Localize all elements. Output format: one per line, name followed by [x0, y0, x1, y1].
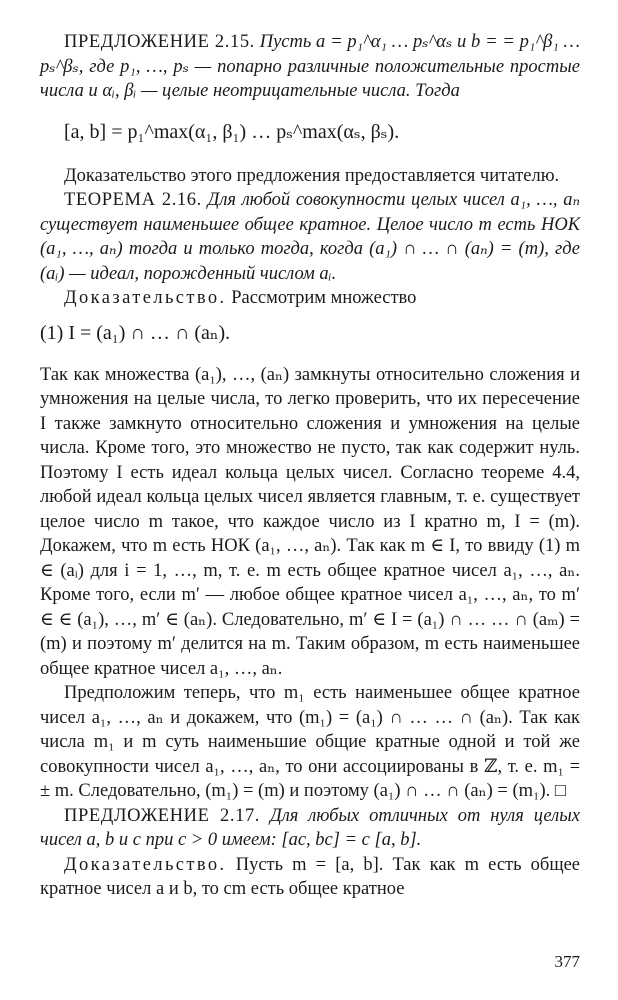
proof-label: Доказательство.: [64, 288, 227, 308]
proposition-statement: Для любых отличных от нуля целых чисел a, b и c при c > 0 имеем: [ac, bc] = c [a, b].: [40, 805, 580, 850]
proof-2-17: [40, 853, 580, 902]
proposition-statement: Пусть a = p₁^α₁ … pₛ^αₛ и b = = p₁^β₁ … pₛ^βₛ, где p₁, …, pₛ — попарно различные положительные простые числа и αᵢ, βᵢ — целые неотрицательные числа. Тогда: [40, 32, 581, 101]
proposition-label: ПРЕДЛОЖЕНИЕ 2.17.: [64, 805, 261, 826]
lcm-formula: [a, b] = p₁^max(α₁, β₁) … pₛ^max(αₛ, βₛ).: [64, 120, 400, 143]
proof-paragraph-2: Предположим теперь, что m₁ есть наименьшее общее кратное чисел a₁, …, aₙ и докажем, что (m₁) = (a₁) ∩ … … ∩ (aₙ). Так как числа m₁ и m суть наименьшие общие кратные одной и той же совокупности чисел a₁, …, aₙ, то они ассоциированы в ℤ, т. е. m₁ = ± m. Следовательно, (m₁) = (m) и поэтому (a₁) ∩ … ∩ (aₙ) = (m₁). □: [40, 683, 580, 801]
proof-text: Пусть m = [a, b]. Так как m есть общее кратное чисел a и b, то cm есть общее кратное: [40, 854, 580, 899]
proof-paragraph-1: Так как множества (a₁), …, (aₙ) замкнуты относительно сложения и умножения на целые числа, то легко проверить, что их пересечение I также замкнуто относительно сложения и умножения на целые числа. Кроме того, это множество не пусто, так как содержит нуль. Поэтому I есть идеал кольца целых чисел. Согласно теореме 4.4, любой идеал кольца целых чисел является главным, т. е. существует целое число m такое, что каждое число из I кратно m, I = (m). Докажем, что m есть НОК (a₁, …, aₙ). Так как m ∈ I, то ввиду (1) m ∈ (aᵢ) для i = 1, …, m, т. е. m есть общее кратное чисел a₁, …, aₙ. Кроме того, если m′ — любое общее кратное чисел a₁, …, aₙ, то m′ ∈ ∈ (a₁), …, m′ ∈ (aₙ). Следовательно, m′ ∈ I = (a₁) ∩ … … ∩ (aₘ) = (m) и поэтому m′ делится на m. Таким образом, m есть наименьшее общее кратное чисел a₁, …, aₙ.: [40, 364, 580, 679]
proof-label: Доказательство.: [64, 854, 227, 875]
proposition-2-17: [40, 804, 580, 853]
proposition-label: ПРЕДЛОЖЕНИЕ 2.15.: [64, 32, 255, 52]
theorem-label: ТЕОРЕМА 2.16.: [64, 190, 202, 210]
proposition-2-15: [40, 30, 580, 104]
theorem-statement: Для любой совокупности целых чисел a₁, …, aₙ существует наименьшее общее кратное. Целое число m есть НОК (a₁, …, aₙ) тогда и только тогда, когда (a₁) ∩ … ∩ (aₙ) = (m), где (aᵢ) — идеал, порожденный числом aᵢ.: [40, 190, 580, 284]
proof-left-to-reader: Доказательство этого предложения предоставляется читателю.: [64, 165, 560, 186]
theorem-2-16: [40, 188, 580, 286]
proof-heading: [40, 286, 580, 311]
page-body: [40, 30, 580, 902]
page-number: 377: [554, 952, 580, 971]
equation-1: (1) I = (a₁) ∩ … ∩ (aₙ).: [40, 321, 231, 344]
proof-intro: Рассмотрим множество: [231, 288, 417, 308]
